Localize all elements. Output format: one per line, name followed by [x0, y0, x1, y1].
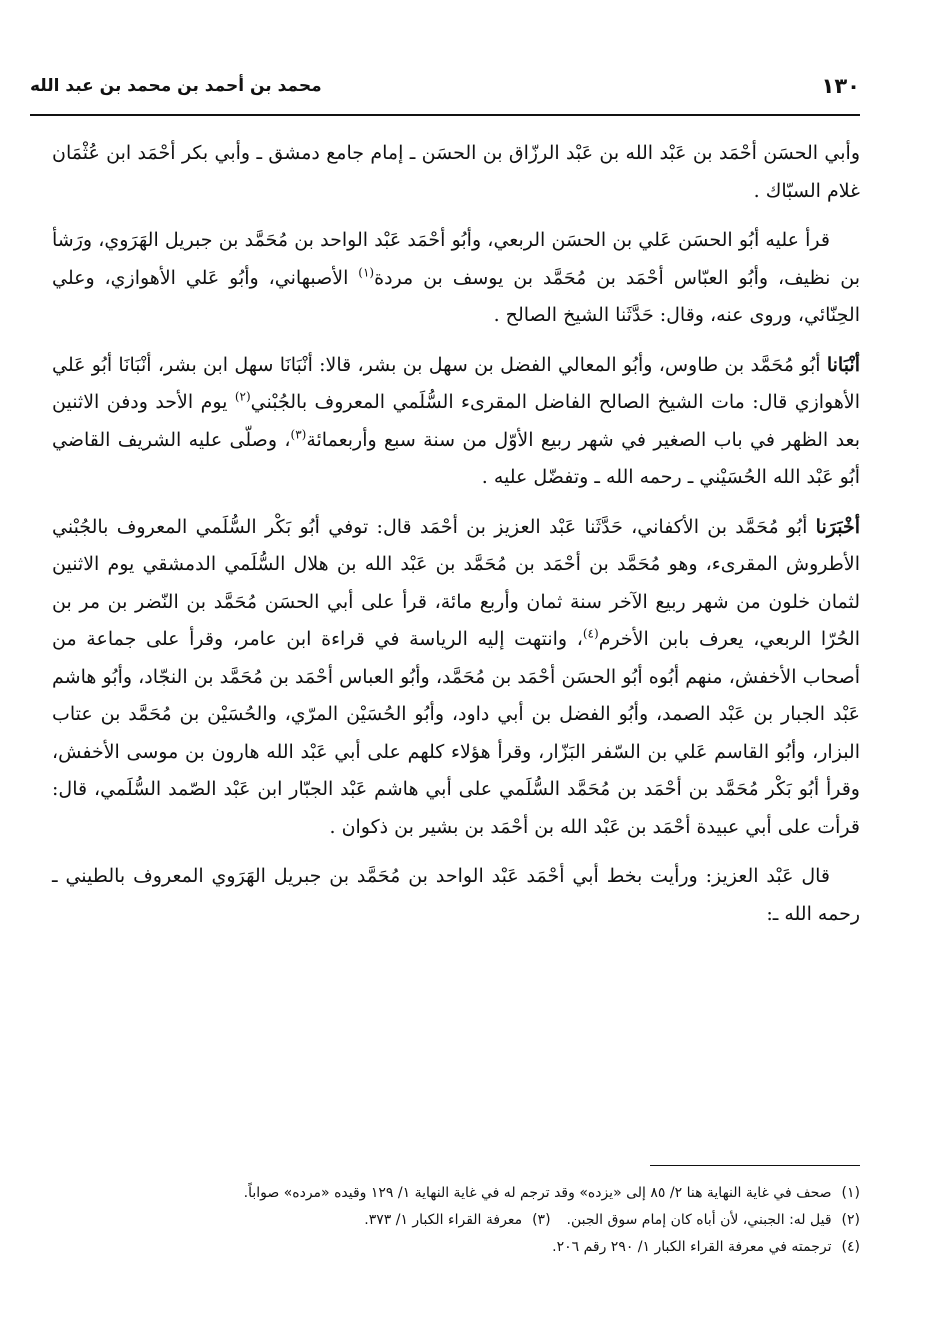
footnote-ref[interactable]: (٣) — [290, 427, 307, 442]
footnote-ref[interactable]: (٤) — [582, 626, 599, 641]
paragraph-4 — [52, 509, 860, 847]
footnote-2 — [52, 1207, 860, 1234]
footnotes — [52, 1180, 860, 1261]
footnote-divider — [650, 1165, 860, 1166]
paragraph-text: وأبي الحسَن أحْمَد بن عَبْد الله بن عَبْد الرزّاق بن الحسَن ـ إمام جامع دمشق ـ وأبي بكر أحْمَد ابن عُثْمَان غلام السبّاك . — [52, 142, 860, 202]
footnote-number: (١) — [841, 1185, 860, 1201]
paragraph-lead-word: أنْبَانا — [826, 353, 860, 376]
paragraph-text: أبُو مُحَمَّد بن الأكفاني، حَدَّثَنا عَبْد العزيز بن أحْمَد قال: توفي أبُو بَكْر السُّلَمي المعروف بالجُبْني الأطروش المقرىء، وهو مُحَمَّد بن أحْمَد بن مُحَمَّد بن عَبْد الله بن هلال السُّلَمي الدمشقي يوم الاثنين لثمان خلون من شهر ربيع الآخر سنة ثمان وأربع مائة، قرأ على أبي الحسَن مُحَمَّد بن النّضر بن مر بن الحُرّا الربعي، يعرف بابن الأخرم — [52, 515, 860, 650]
footnote-4 — [52, 1234, 860, 1261]
paragraph-lead-word: أخْبَرَنا — [815, 515, 860, 538]
header-divider — [30, 114, 860, 116]
paragraph-text: الأصبهاني، وأبُو عَلي الأهوازي، وعلي الحِنّائي، وروى عنه، وقال: حَدَّثَنا الشيخ الصالح . — [52, 266, 860, 326]
paragraph-text: قال عَبْد العزيز: ورأيت بخط أبي أحْمَد عَبْد الواحد بن مُحَمَّد بن جبريل الهَرَوي المعروف بالطيني ـ رحمه الله ـ: — [52, 865, 860, 925]
footnote-text: صحف في غاية النهاية هنا ٢/ ٨٥ إلى «يزده» وقد ترجم له في غاية النهاية ١/ ١٢٩ وقيده «مرده» صواباً. — [243, 1185, 832, 1201]
footnote-ref[interactable]: (١) — [358, 265, 375, 280]
footnote-text: ترجمته في معرفة القراء الكبار ١/ ٢٩٠ رقم ٢٠٦. — [552, 1239, 832, 1255]
main-text — [52, 135, 860, 945]
paragraph-text: ، وانتهت إليه الرياسة في قراءة ابن عامر، وقرأ على جماعة من أصحاب الأخفش، منهم أبُوه أبُو الحسَن أحْمَد بن مُحَمَّد، وأبُو العباس أحْمَد بن مُحَمَّد بن النجّاد، وأبُو هاشم عَبْد الجبار بن عَبْد الصمد، وأبُو الفضل بن أبي داود، وأبُو الحُسَيْن المرّي، والحُسَيْن بن مُحَمَّد بن عتاب البزار، وأبُو القاسم عَلي بن السّفر البَزّار، وقرأ هؤلاء كلهم على أبي عَبْد الله هارون بن موسى الأخفش، وقرأ أبُو بَكْر مُحَمَّد بن أحْمَد بن مُحَمَّد السُّلَمي على أبي هاشم عَبْد الجبّار ابن عَبْد الصّمد السُّلَمي، قال: قرأت على أبي عبيدة أحْمَد بن عَبْد الله بن أحْمَد بن بشير بن ذكوان . — [52, 628, 860, 838]
footnote-number: (٣) — [532, 1212, 551, 1228]
paragraph-text: يوم الأحد ودفن الاثنين بعد الظهر في باب الصغير في شهر ربيع الأوّل من سنة سبع وأربعمائة — [52, 391, 860, 451]
paragraph-text: قرأ عليه أبُو الحسَن عَلي بن الحسَن الربعي، وأبُو أحْمَد عَبْد الواحد بن مُحَمَّد بن جبريل الهَرَوي، ورَشأ بن نظيف، وأبُو العبّاس أحْمَد بن مُحَمَّد بن يوسف بن مردة — [52, 229, 861, 289]
paragraph-5 — [52, 858, 860, 933]
footnote-ref[interactable]: (٢) — [234, 389, 251, 404]
paragraph-text: أبُو مُحَمَّد بن طاوس، وأبُو المعالي الفضل بن سهل بن بشر، قالا: أنْبَانَا سهل ابن بشر، أنْبَانَا أبُو عَلي الأهوازي قال: مات الشيخ الصالح الفاضل المقرىء السُّلَمي المعروف بالجُبْني — [52, 353, 861, 413]
footnote-number: (٤) — [841, 1239, 860, 1255]
footnote-number: (٢) — [841, 1212, 860, 1228]
running-title: محمد بن أحمد بن محمد بن عبد الله — [30, 76, 322, 96]
page-header — [30, 72, 860, 112]
paragraph-text: ، وصلّى عليه الشريف القاضي أبُو عَبْد الله الحُسَيْني ـ رحمه الله ـ وتفضّل عليه . — [52, 428, 860, 488]
footnote-text: معرفة القراء الكبار ١/ ٣٧٣. — [364, 1212, 523, 1228]
paragraph-1 — [52, 135, 860, 210]
page-number: ١٣٠ — [821, 74, 860, 98]
paragraph-2 — [52, 222, 860, 335]
paragraph-3 — [52, 347, 860, 497]
footnote-text: قيل له: الجبني، لأن أباه كان إمام سوق الجبن. — [566, 1212, 832, 1228]
footnote-1 — [52, 1180, 860, 1207]
